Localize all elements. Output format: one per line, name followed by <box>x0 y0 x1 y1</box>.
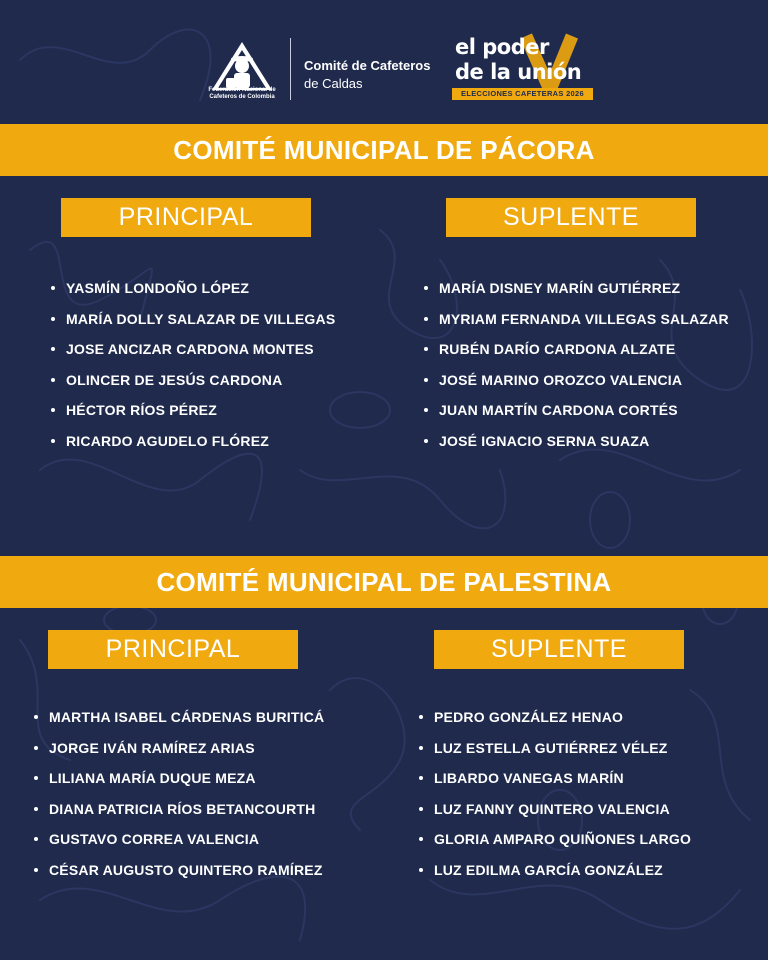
member-name: RICARDO AGUDELO FLÓREZ <box>66 432 269 449</box>
member-name: LUZ EDILMA GARCÍA GONZÁLEZ <box>434 861 663 878</box>
member-name: LIBARDO VANEGAS MARÍN <box>434 770 624 786</box>
member-name: JOSÉ MARINO OROZCO VALENCIA <box>439 371 683 388</box>
bullet-icon <box>51 286 55 290</box>
bullet-icon <box>34 715 38 719</box>
list-item <box>34 830 324 861</box>
member-name: GUSTAVO CORREA VALENCIA <box>49 831 260 847</box>
bullet-icon <box>51 317 55 321</box>
list-item <box>34 739 324 770</box>
member-name: YASMÍN LONDOÑO LÓPEZ <box>66 280 250 296</box>
member-name: OLINCER DE JESÚS CARDONA <box>66 371 283 388</box>
principal-label-palestina: PRINCIPAL <box>48 630 298 669</box>
member-name: LUZ FANNY QUINTERO VALENCIA <box>434 800 670 817</box>
list-item <box>419 739 691 770</box>
member-name: MARTHA ISABEL CÁRDENAS BURITICÁ <box>49 709 325 725</box>
principal-list-palestina <box>34 708 324 891</box>
list-item <box>34 800 324 831</box>
bullet-icon <box>424 286 428 290</box>
bullet-icon <box>419 776 423 780</box>
list-item <box>34 708 324 739</box>
bullet-icon <box>51 378 55 382</box>
suplente-label-palestina: SUPLENTE <box>434 630 684 669</box>
bullet-icon <box>34 746 38 750</box>
list-item <box>419 800 691 831</box>
list-item <box>51 401 335 432</box>
list-item <box>51 279 335 310</box>
bullet-icon <box>419 837 423 841</box>
comite-subtitle: de Caldas <box>304 76 363 91</box>
member-name: PEDRO GONZÁLEZ HENAO <box>434 709 624 725</box>
member-name: RUBÉN DARÍO CARDONA ALZATE <box>439 341 676 357</box>
list-item <box>419 861 691 892</box>
principal-label-pacora: PRINCIPAL <box>61 198 311 237</box>
list-item <box>51 340 335 371</box>
principal-list-pacora <box>51 279 335 462</box>
bullet-icon <box>419 715 423 719</box>
list-item <box>51 310 335 341</box>
header-divider <box>290 38 291 100</box>
bullet-icon <box>51 347 55 351</box>
campaign-tagline: ELECCIONES CAFETERAS 2026 <box>452 88 593 100</box>
bullet-icon <box>419 746 423 750</box>
bullet-icon <box>34 868 38 872</box>
member-name: JUAN MARTÍN CARDONA CORTÉS <box>439 402 678 418</box>
list-item <box>34 861 324 892</box>
list-item <box>424 371 729 402</box>
campaign-title-line1: el poder <box>455 35 549 59</box>
bullet-icon <box>34 837 38 841</box>
list-item <box>419 769 691 800</box>
member-name: CÉSAR AUGUSTO QUINTERO RAMÍREZ <box>49 861 323 878</box>
member-name: HÉCTOR RÍOS PÉREZ <box>66 402 217 418</box>
campaign-title-line2: de la unión <box>455 60 582 84</box>
bullet-icon <box>424 378 428 382</box>
bullet-icon <box>51 439 55 443</box>
bullet-icon <box>424 439 428 443</box>
list-item <box>51 371 335 402</box>
member-name: DIANA PATRICIA RÍOS BETANCOURTH <box>49 800 316 817</box>
section-title-pacora: COMITÉ MUNICIPAL DE PÁCORA <box>0 124 768 176</box>
member-name: JOSE ANCIZAR CARDONA MONTES <box>66 341 314 357</box>
fnc-logo-text: Federación Nacional de Cafeteros de Colombia <box>208 87 276 100</box>
list-item <box>419 708 691 739</box>
bullet-icon <box>34 776 38 780</box>
member-name: MARÍA DISNEY MARÍN GUTIÉRREZ <box>439 280 681 296</box>
member-name: MARÍA DOLLY SALAZAR DE VILLEGAS <box>66 310 336 327</box>
member-name: JORGE IVÁN RAMÍREZ ARIAS <box>49 739 255 756</box>
list-item <box>424 279 729 310</box>
member-name: MYRIAM FERNANDA VILLEGAS SALAZAR <box>439 310 729 327</box>
suplente-list-palestina <box>419 708 691 891</box>
bullet-icon <box>34 807 38 811</box>
member-name: JOSÉ IGNACIO SERNA SUAZA <box>439 432 650 449</box>
list-item <box>424 401 729 432</box>
member-name: GLORIA AMPARO QUIÑONES LARGO <box>434 831 692 847</box>
comite-title: Comité de Cafeteros <box>304 58 431 73</box>
list-item <box>424 432 729 463</box>
bullet-icon <box>419 807 423 811</box>
member-name: LILIANA MARÍA DUQUE MEZA <box>49 770 256 786</box>
list-item <box>424 340 729 371</box>
suplente-list-pacora <box>424 279 729 462</box>
list-item <box>51 432 335 463</box>
bullet-icon <box>424 347 428 351</box>
list-item <box>34 769 324 800</box>
suplente-label-pacora: SUPLENTE <box>446 198 696 237</box>
bullet-icon <box>419 868 423 872</box>
list-item <box>419 830 691 861</box>
list-item <box>424 310 729 341</box>
bullet-icon <box>424 317 428 321</box>
member-name: LUZ ESTELLA GUTIÉRREZ VÉLEZ <box>434 739 668 756</box>
header <box>0 30 768 110</box>
bullet-icon <box>424 408 428 412</box>
bullet-icon <box>51 408 55 412</box>
section-title-palestina: COMITÉ MUNICIPAL DE PALESTINA <box>0 556 768 608</box>
